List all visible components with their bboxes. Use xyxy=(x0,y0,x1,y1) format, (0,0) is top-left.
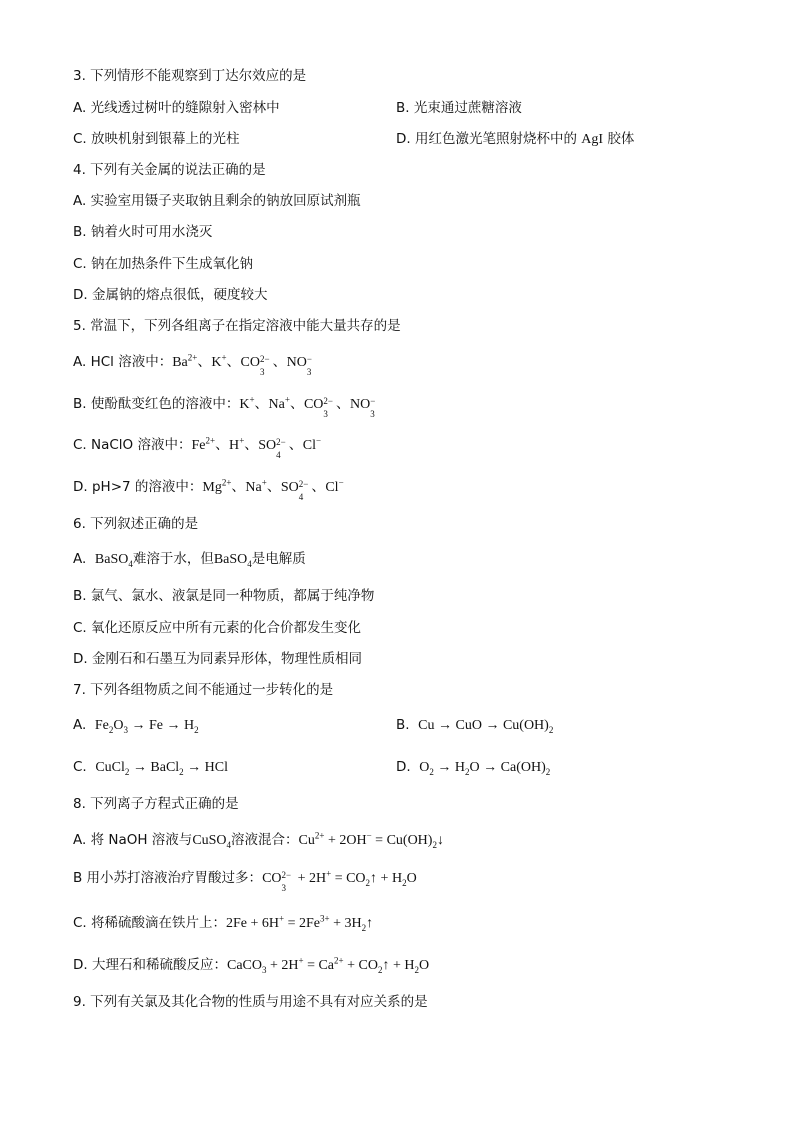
q7-option-c: C. CuCl$_2$ → BaCl$_2$ → HCl xyxy=(73,759,229,777)
q6-option-d: D. 金刚石和石墨互为同素异形体，物理性质相同 xyxy=(73,651,362,667)
q8-option-b: B 用小苏打溶液治疗胃酸过多：CO 2− 3 + $2H^+ = CO_2↑ + H_2O$ xyxy=(73,868,417,893)
q4-option-c: C. 钠在加热条件下生成氧化钠 xyxy=(73,256,254,272)
q6-option-b: B. 氯气、氯水、液氯是同一种物质，都属于纯净物 xyxy=(73,588,375,604)
q9-stem: 9. 下列有关氯及其化合物的性质与用途不具有对应关系的是 xyxy=(73,994,428,1010)
q3-stem: 3. 下列情形不能观察到丁达尔效应的是 xyxy=(73,68,307,84)
q5-stem: 5. 常温下，下列各组离子在指定溶液中能大量共存的是 xyxy=(73,318,401,334)
q5-option-d: D. pH>7 的溶液中：$Mg^{2+}$、Na+、SO 2− 4 、Cl− xyxy=(73,477,344,502)
q3-option-d: D. 用红色激光笔照射烧杯中的 AgI 胶体 xyxy=(396,131,635,147)
q4-option-d: D. 金属钠的熔点很低，硬度较大 xyxy=(73,287,268,303)
q3-option-c: C. 放映机射到银幕上的光柱 xyxy=(73,131,240,147)
q8-option-d: D. 大理石和稀硫酸反应：CaCO$_3$ + $2H^+ = Ca^{2+}$ + $CO_2↑ + H_2O$ xyxy=(73,955,430,975)
q3-option-b: B. 光束通过蔗糖溶液 xyxy=(396,100,522,116)
q6-option-c: C. 氧化还原反应中所有元素的化合价都发生变化 xyxy=(73,620,362,636)
q8-stem: 8. 下列离子方程式正确的是 xyxy=(73,796,239,812)
q7-option-a: A. $Fe_2O_3 \to Fe \to H_2$ xyxy=(73,717,199,735)
q4-stem: 4. 下列有关金属的说法正确的是 xyxy=(73,162,266,178)
q7-stem: 7. 下列各组物质之间不能通过一步转化的是 xyxy=(73,682,334,698)
q8-option-c: C. 将稀硫酸滴在铁片上：$2Fe + 6H^+ = 2Fe^{3+}$ + $3H_2↑$ xyxy=(73,913,374,933)
q5-option-b: B. 使酚酞变红色的溶液中：K+、Na+、CO 2− 3 、NO − 3 xyxy=(73,394,376,419)
q7-option-b: B. Cu → CuO → $Cu(OH)_2$ xyxy=(396,717,554,735)
q8-option-a: A. 将 NaOH 溶液与CuSO$_4$溶液混合：$Cu^{2+} + 2OH^-$ = $Cu(OH)_2↓$ xyxy=(73,830,444,850)
q5-option-c: C. NaClO 溶液中：$Fe^{2+}$、H+、SO 2− 4 、Cl− xyxy=(73,435,322,460)
q7-option-d: D. $O_2 \to H_2O \to Ca(OH)_2$ xyxy=(396,759,551,777)
q4-option-a: A. 实验室用镊子夹取钠且剩余的钠放回原试剂瓶 xyxy=(73,193,361,209)
q4-option-b: B. 钠着火时可用水浇灭 xyxy=(73,224,213,240)
q6-stem: 6. 下列叙述正确的是 xyxy=(73,516,199,532)
q3-option-a: A. 光线透过树叶的缝隙射入密林中 xyxy=(73,100,280,116)
q6-option-a: A. BaSO$_4$难溶于水，但BaSO$_4$是电解质 xyxy=(73,551,306,569)
q5-option-a: A. HCl 溶液中：$Ba^{2+}$、K+、CO 2− 3 、NO − 3 xyxy=(73,352,312,377)
